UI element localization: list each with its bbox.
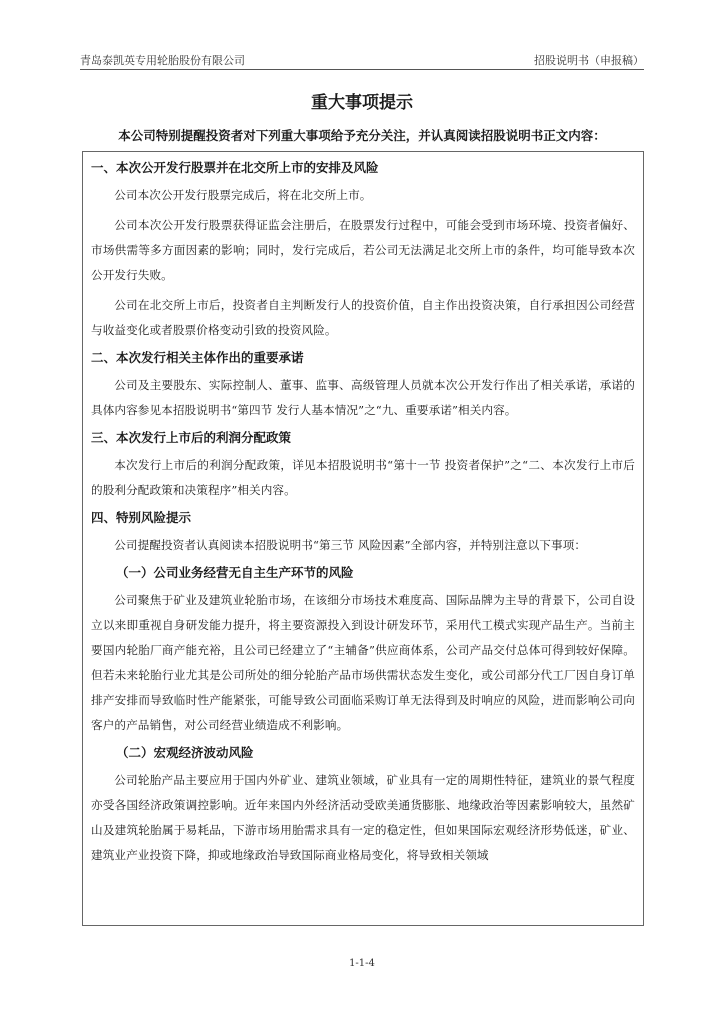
section-4-paragraph-1: 公司提醒投资者认真阅读本招股说明书“第三节 风险因素”全部内容，并特别注意以下事项： [114, 538, 587, 552]
section-1-paragraph-3: 公司在北交所上市后，投资者自主判断发行人的投资价值，自主作出投资决策，自行承担因公司经营与收益变化或者股票价格变动引致的投资风险。 [91, 298, 635, 337]
header-company: 青岛泰凯英专用轮胎股份有限公司 [80, 54, 245, 67]
page-title: 重大事项提示 [311, 93, 413, 113]
section-3-heading: 三、本次发行上市后的利润分配政策 [91, 430, 292, 445]
section-1-paragraph-1: 公司本次公开发行股票完成后，将在北交所上市。 [114, 188, 372, 202]
intro-statement: 本公司特别提醒投资者对下列重大事项给予充分关注，并认真阅读招股说明书正文内容： [118, 128, 606, 143]
subsection-2-paragraph: 公司轮胎产品主要应用于国内外矿业、建筑业领域，矿业具有一定的周期性特征，建筑业的景气程度亦受各国经济政策调控影响。近年来国内外经济活动受欧美通货膨胀、地缘政治等因素影响较大，虽然矿山及建筑轮胎属于易耗品，下游市场用胎需求具有一定的稳定性，但如果国际宏观经济形势低迷，矿业、建筑业产业投资下降，抑或地缘政治导致国际商业格局变化，将导致相关领域 [91, 773, 635, 862]
subsection-1-paragraph: 公司聚焦于矿业及建筑业轮胎市场，在该细分市场技术难度高、国际品牌为主导的背景下，公司自设立以来即重视自身研发能力提升，将主要资源投入到设计研发环节，采用代工模式实现产品生产。当前主要国内轮胎厂商产能充裕，且公司已经建立了“主辅备”供应商体系，公司产品交付总体可得到较好保障。但若未来轮胎行业尤其是公司所处的细分轮胎产品市场供需状态发生变化，或公司部分代工厂因自身订单排产安排而导致临时性产能紧张，可能导致公司面临采购订单无法得到及时响应的风险，进而影响公司向客户的产品销售，对公司经营业绩造成不利影响。 [91, 593, 635, 732]
section-2-heading: 二、本次发行相关主体作出的重要承诺 [91, 350, 304, 365]
subsection-1-heading: （一）公司业务经营无自主生产环节的风险 [116, 565, 354, 580]
section-2-paragraph-1: 公司及主要股东、实际控制人、董事、监事、高级管理人员就本次公开发行作出了相关承诺，承诺的具体内容参见本招股说明书“第四节 发行人基本情况”之“九、重要承诺”相关内容。 [91, 378, 635, 417]
section-1-heading: 一、本次公开发行股票并在北交所上市的安排及风险 [91, 160, 379, 175]
section-1-paragraph-2: 公司本次公开发行股票获得证监会注册后，在股票发行过程中，可能会受到市场环境、投资者偏好、市场供需等多方面因素的影响；同时，发行完成后，若公司无法满足北交所上市的条件，均可能导致本次公开发行失败。 [91, 218, 635, 282]
section-3-paragraph-1: 本次发行上市后的利润分配政策，详见本招股说明书“第十一节 投资者保护”之“二、本次发行上市后的股利分配政策和决策程序”相关内容。 [91, 458, 635, 497]
page-number: 1-1-4 [349, 958, 375, 969]
header-doc-type: 招股说明书（申报稿） [534, 54, 644, 67]
page-header [80, 50, 644, 68]
section-4-heading: 四、特别风险提示 [91, 510, 192, 525]
subsection-2-heading: （二）宏观经济波动风险 [116, 745, 254, 760]
header-rule [80, 69, 644, 70]
notice-box [82, 151, 644, 926]
